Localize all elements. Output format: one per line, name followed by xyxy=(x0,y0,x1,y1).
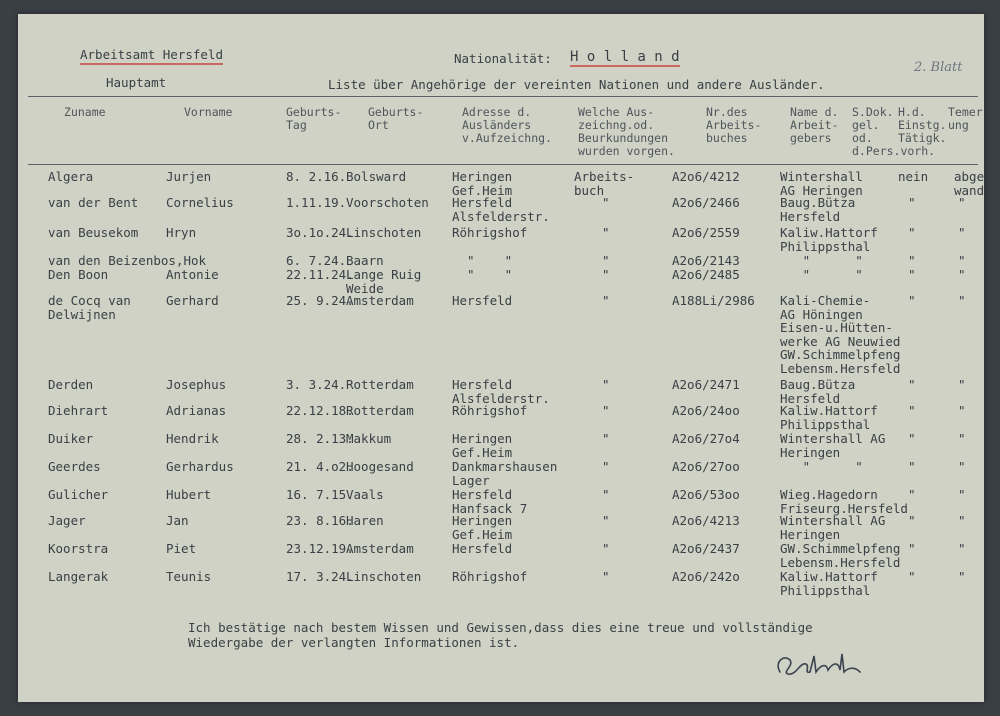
cell-employer: Wieg.Hagedorn Friseurg.Hersfeld xyxy=(780,487,908,516)
cell-employer: GW.Schimmelpfeng Lebensm.Hersfeld xyxy=(780,541,901,570)
cell-bookno: A2o6/2466 xyxy=(672,195,740,210)
cell-birthplace: Bolsward xyxy=(346,169,407,184)
cell-firstname: Gerhard xyxy=(166,293,219,308)
cell-surname: van der Bent xyxy=(48,195,139,210)
cell-birthplace: Amsterdam xyxy=(346,541,414,556)
cell-surname: Diehrart xyxy=(48,403,109,418)
cell-doc: " xyxy=(908,293,916,308)
col-record: Welche Aus- zeichng.od. Beurkundungen wurden vorgen. xyxy=(578,105,675,158)
col-bookno: Nr.des Arbeits- buches xyxy=(706,105,762,145)
cell-employer: Wintershall AG Heringen xyxy=(780,169,863,198)
cell-doc: " xyxy=(908,253,916,268)
department: Hauptamt xyxy=(106,75,167,90)
cell-birthplace: Amsterdam xyxy=(346,293,414,308)
cell-bookno: A2o6/2437 xyxy=(672,541,740,556)
cell-address: Röhrigshof xyxy=(452,225,528,240)
header-bottom-rule xyxy=(28,164,978,165)
cell-bookno: A188Li/2986 xyxy=(672,293,755,308)
cell-remark: " xyxy=(958,431,966,446)
cell-address: " " xyxy=(452,253,513,268)
cell-birthdate: 17. 3.24. xyxy=(286,569,354,584)
cell-surname: Duiker xyxy=(48,431,94,446)
cell-remark: " xyxy=(958,267,966,282)
cell-birthdate: 23.12.19. xyxy=(286,541,354,556)
cell-address: Hersfeld xyxy=(452,293,513,308)
cell-address: Hersfeld Hanfsack 7 xyxy=(452,487,528,516)
cell-employer: Wintershall AG Heringen xyxy=(780,431,886,460)
cell-remark: " xyxy=(958,513,966,528)
cell-record: " xyxy=(602,225,610,240)
cell-address: " " xyxy=(452,267,513,282)
cell-doc: nein xyxy=(898,169,929,184)
cell-firstname: Cornelius xyxy=(166,195,234,210)
cell-firstname: Jurjen xyxy=(166,169,212,184)
cell-doc: " xyxy=(908,195,916,210)
cell-birthdate: 25. 9.24. xyxy=(286,293,354,308)
document-sheet xyxy=(18,14,984,702)
cell-surname: Derden xyxy=(48,377,94,392)
cell-birthdate: 22.12.18. xyxy=(286,403,354,418)
cell-birthdate: 22.11.24. xyxy=(286,267,354,282)
col-doc: S.Dok. gel. od. d.Pers.vorh. xyxy=(852,105,936,158)
cell-record: " xyxy=(602,541,610,556)
col-employer: Name d. Arbeit- gebers xyxy=(790,105,839,145)
cell-birthdate: 6. 7.24. xyxy=(286,253,347,268)
cell-birthdate: 8. 2.16. xyxy=(286,169,347,184)
cell-record: " xyxy=(602,293,610,308)
cell-address: Heringen Gef.Heim xyxy=(452,431,513,460)
cell-birthdate: 1.11.19. xyxy=(286,195,347,210)
cell-record: " xyxy=(602,487,610,502)
cell-remark: " xyxy=(958,377,966,392)
cell-birthplace: Rotterdam xyxy=(346,377,414,392)
cell-record: " xyxy=(602,377,610,392)
cell-doc: " xyxy=(908,403,916,418)
cell-birthdate: 21. 4.o2. xyxy=(286,459,354,474)
cell-surname: Geerdes xyxy=(48,459,101,474)
cell-employer: Wintershall AG Heringen xyxy=(780,513,886,542)
cell-bookno: A2o6/4212 xyxy=(672,169,740,184)
cell-firstname: Jan xyxy=(166,513,189,528)
cell-bookno: A2o6/53oo xyxy=(672,487,740,502)
cell-employer: " " xyxy=(780,267,863,282)
cell-record: " xyxy=(602,195,610,210)
cell-birthplace: Hoogesand xyxy=(346,459,414,474)
cell-employer: Kaliw.Hattorf Philippsthal xyxy=(780,569,878,598)
cell-birthplace: Linschoten xyxy=(346,569,422,584)
sheet-note: 2. Blatt xyxy=(914,60,963,75)
col-remark: Temer ung xyxy=(948,105,983,132)
cell-birthplace: Vaals xyxy=(346,487,384,502)
cell-bookno: A2o6/27o4 xyxy=(672,431,740,446)
cell-address: Röhrigshof xyxy=(452,403,528,418)
cell-birthplace: Makkum xyxy=(346,431,392,446)
cell-firstname: Gerhardus xyxy=(166,459,234,474)
cell-firstname: Antonie xyxy=(166,267,219,282)
cell-address: Hersfeld Alsfelderstr. xyxy=(452,195,550,224)
cell-surname: Jager xyxy=(48,513,86,528)
cell-doc: " xyxy=(908,377,916,392)
cell-record: " xyxy=(602,253,610,268)
cell-birthplace: Voorschoten xyxy=(346,195,429,210)
nationality-label: Nationalität: xyxy=(454,51,552,66)
cell-birthdate: 3. 3.24. xyxy=(286,377,347,392)
cell-birthdate: 3o.1o.24. xyxy=(286,225,354,240)
cell-employer: Kaliw.Hattorf Philippsthal xyxy=(780,403,878,432)
cell-remark: " xyxy=(958,253,966,268)
office-name: Arbeitsamt Hersfeld xyxy=(80,48,223,65)
cell-remark: " xyxy=(958,487,966,502)
cell-bookno: A2o6/2485 xyxy=(672,267,740,282)
cell-employer: Baug.Bütza Hersfeld xyxy=(780,195,856,224)
cell-remark: " xyxy=(958,195,966,210)
cell-doc: " xyxy=(908,267,916,282)
cell-remark: " xyxy=(958,569,966,584)
cell-surname: Koorstra xyxy=(48,541,109,556)
cell-birthplace: Baarn xyxy=(346,253,384,268)
cell-address: Heringen Gef.Heim xyxy=(452,169,513,198)
col-birthdate: Geburts- Tag xyxy=(286,105,342,132)
cell-record: " xyxy=(602,267,610,282)
cell-remark: " xyxy=(958,403,966,418)
cell-address: Röhrigshof xyxy=(452,569,528,584)
cell-address: Heringen Gef.Heim xyxy=(452,513,513,542)
cell-surname: Den Boon xyxy=(48,267,109,282)
cell-surname: Algera xyxy=(48,169,94,184)
cell-birthplace: Linschoten xyxy=(346,225,422,240)
cell-remark: abge wand xyxy=(954,169,985,198)
cell-bookno: A2o6/27oo xyxy=(672,459,740,474)
cell-firstname: Hryn xyxy=(166,225,197,240)
cell-birthdate: 23. 8.16. xyxy=(286,513,354,528)
cell-bookno: A2o6/2471 xyxy=(672,377,740,392)
cell-employer: Kali-Chemie- AG Höningen Eisen-u.Hütten- werke AG Neuwied GW.Schimmelpfeng Lebensm.Hersfeld xyxy=(780,293,901,376)
col-address: Adresse d. Ausländers v.Aufzeichng. xyxy=(462,105,553,145)
cell-employer: " " xyxy=(780,459,863,474)
cell-remark: " xyxy=(958,541,966,556)
nationality-value: H o l l a n d xyxy=(570,49,680,65)
cell-bookno: A2o6/24oo xyxy=(672,403,740,418)
cell-bookno: A2o6/2143 xyxy=(672,253,740,268)
cell-birthdate: 28. 2.13. xyxy=(286,431,354,446)
cell-bookno: A2o6/4213 xyxy=(672,513,740,528)
cell-firstname: Hendrik xyxy=(166,431,219,446)
cell-record: " xyxy=(602,459,610,474)
cell-record: " xyxy=(602,513,610,528)
cell-birthplace: Haren xyxy=(346,513,384,528)
header-top-rule xyxy=(28,96,978,97)
cell-firstname: Josephus xyxy=(166,377,227,392)
cell-doc: " xyxy=(908,459,916,474)
cell-surname: van Beusekom xyxy=(48,225,139,240)
cell-firstname: Teunis xyxy=(166,569,212,584)
cell-address: Hersfeld xyxy=(452,541,513,556)
cell-doc: " xyxy=(908,541,916,556)
cell-record: " xyxy=(602,403,610,418)
cell-doc: " xyxy=(908,569,916,584)
cell-record: Arbeits- buch xyxy=(574,169,635,198)
cell-doc: " xyxy=(908,487,916,502)
cell-surname: Langerak xyxy=(48,569,109,584)
cell-bookno: A2o6/2559 xyxy=(672,225,740,240)
cell-birthdate: 16. 7.15. xyxy=(286,487,354,502)
cell-firstname: Piet xyxy=(166,541,197,556)
cell-address: Dankmarshausen Lager xyxy=(452,459,558,488)
cell-doc: " xyxy=(908,225,916,240)
cell-remark: " xyxy=(958,459,966,474)
col-birthplace: Geburts- Ort xyxy=(368,105,424,132)
signature xyxy=(770,642,866,682)
cell-surname: van den Beizenbos,Hok xyxy=(48,253,207,268)
cell-surname: Gulicher xyxy=(48,487,109,502)
cell-address: Hersfeld Alsfelderstr. xyxy=(452,377,550,406)
cell-doc: " xyxy=(908,431,916,446)
cell-birthplace: Rotterdam xyxy=(346,403,414,418)
col-firstname: Vorname xyxy=(184,105,233,119)
cell-firstname: Adrianas xyxy=(166,403,227,418)
col-duration: H.d. Einstg. Tätigk. xyxy=(898,105,947,145)
cell-employer: " " xyxy=(780,253,863,268)
cell-birthplace: Lange Ruig Weide xyxy=(346,267,422,296)
cell-record: " xyxy=(602,569,610,584)
cell-bookno: A2o6/242o xyxy=(672,569,740,584)
cell-employer: Kaliw.Hattorf Philippsthal xyxy=(780,225,878,254)
cell-remark: " xyxy=(958,225,966,240)
cell-record: " xyxy=(602,431,610,446)
confirmation-text: Ich bestätige nach bestem Wissen und Gewissen,dass dies eine treue und vollständige Wiedergabe der verlangten Informationen ist. xyxy=(188,620,813,650)
col-surname: Zuname xyxy=(64,105,106,119)
cell-remark: " xyxy=(958,293,966,308)
cell-employer: Baug.Bütza Hersfeld xyxy=(780,377,856,406)
cell-doc: " xyxy=(908,513,916,528)
list-title: Liste über Angehörige der vereinten Nationen und andere Ausländer. xyxy=(328,77,825,92)
cell-firstname: Hubert xyxy=(166,487,212,502)
cell-surname: de Cocq van Delwijnen xyxy=(48,293,131,322)
